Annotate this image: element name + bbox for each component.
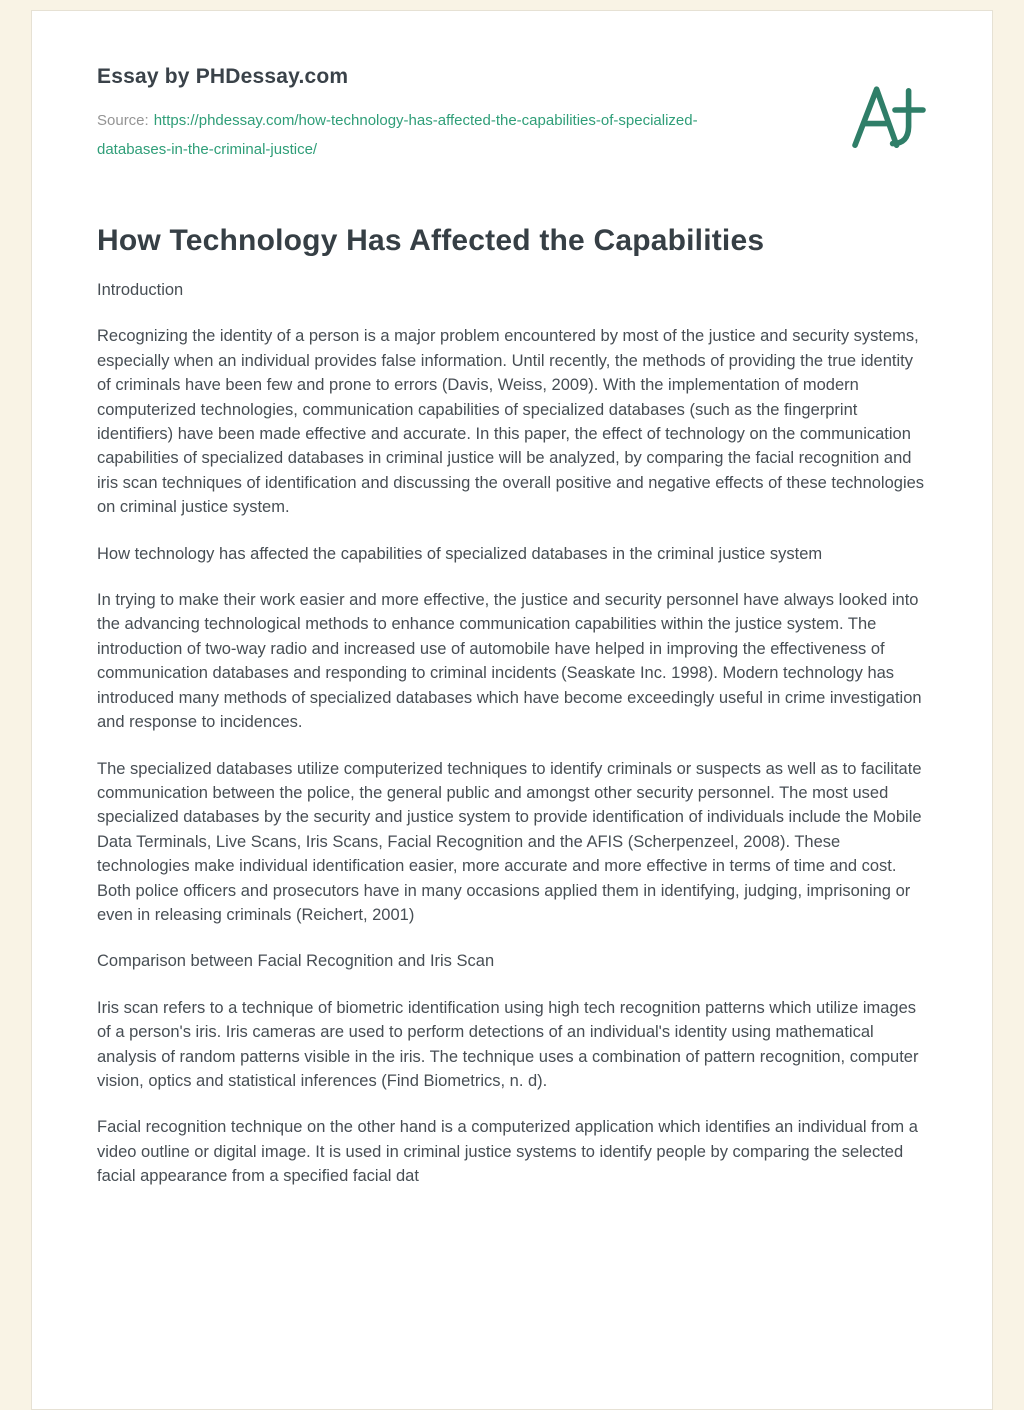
header-text-block [97,65,709,164]
essay-paragraph: In trying to make their work easier and more effective, the justice and security personnel have always looked into the advancing technological methods to enhance communication capabilities within the justice system. The introduction of two-way radio and increased use of automobile have helped in improving the effectiveness of communication databases and responding to criminal incidents (Seaskate Inc. 1998). Modern technology has introduced many methods of specialized databases which have become exceedingly useful in crime investigation and response to incidences. [97,591,922,732]
essay-header [97,65,927,164]
source-label: Source: [97,112,149,129]
essay-paragraph: Facial recognition technique on the other hand is a computerized application which identifies an individual from a video outline or digital image. It is used in criminal justice systems to identify people by comparing the selected facial appearance from a specified facial dat [97,1118,918,1186]
essay-paragraph-comparison-heading: Comparison between Facial Recognition and Iris Scan [97,952,495,971]
site-header-title: Essay by PHDessay.com [97,65,349,88]
source-url-link[interactable]: https://phdessay.com/how-technology-has-affected-the-capabilities-of-specialized-databases-in-the-criminal-justice/ [97,112,698,158]
source-line [97,107,709,164]
essay-paragraph-section-heading: How technology has affected the capabilities of specialized databases in the criminal justice system [97,544,823,563]
essay-paragraph-introduction-heading: Introduction [97,281,184,299]
essay-content [32,11,992,1189]
essay-paragraph: Iris scan refers to a technique of biometric identification using high tech recognition patterns which utilize images of a person's iris. Iris cameras are used to perform detections of an individual's identity using mathematical analysis of random patterns visible in the iris. The technique uses a combination of pattern recognition, computer vision, optics and statistical inferences (Find Biometrics, n. d). [97,998,919,1090]
essay-paragraph: The specialized databases utilize computerized techniques to identify criminals or suspects as well as to facilitate communication between the police, the general public and amongst other security personnel. The most used specialized databases by the security and justice system to provide identification of individuals include the Mobile Data Terminals, Live Scans, Iris Scans, Facial Recognition and the AFIS (Scherpenzeel, 2008). These technologies make individual identification easier, more accurate and more effective in terms of time and cost. Both police officers and prosecutors have in many occasions applied them in identifying, judging, imprisoning or even in releasing criminals (Reichert, 2001) [97,759,922,924]
essay-card [31,10,993,1410]
essay-title: How Technology Has Affected the Capabilities [97,224,765,257]
a-plus-logo-icon [847,77,927,159]
essay-paragraph: Recognizing the identity of a person is a major problem encountered by most of the justice and security systems, especially when an individual provides false information. Until recently, the methods of providing the true identity of criminals have been few and prone to errors (Davis, Weiss, 2009). With the implementation of modern computerized technologies, communication capabilities of specialized databases (such as the fingerprint identifiers) have been made effective and accurate. In this paper, the effect of technology on the communication capabilities of specialized databases in criminal justice will be analyzed, by comparing the facial recognition and iris scan techniques of identification and discussing the overall positive and negative effects of these technologies on criminal justice system. [97,327,925,517]
phdessay-logo [847,77,927,159]
